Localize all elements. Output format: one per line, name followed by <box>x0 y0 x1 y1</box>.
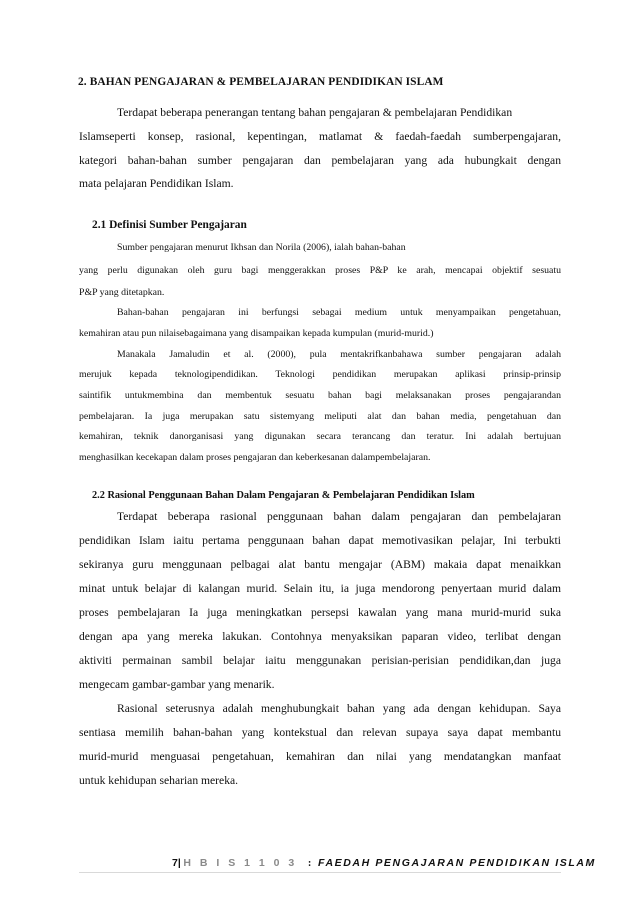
paragraph-line: proses pembelajaran Ia juga meningkatkan persepsi kawalan yang mana murid-murid suka <box>79 606 561 619</box>
paragraph-line: aktiviti permainan sambil belajar iaitu menggunakan perisian-perisian pendidikan,dan juga <box>79 654 561 667</box>
section-2-heading: 2. BAHAN PENGAJARAN & PEMBELAJARAN PENDIDIKAN ISLAM <box>78 76 444 88</box>
paragraph-line: dengan apa yang mereka lakukan. Contohnya menyaksikan paparan video, terlibat dengan <box>79 630 561 643</box>
page-footer <box>172 857 596 869</box>
paragraph-line: kategori bahan-bahan sumber pengajaran dan pembelajaran yang ada hubungkait dengan <box>79 154 561 167</box>
paragraph-line: sentiasa memilih bahan-bahan yang kontekstual dan relevan supaya saya dapat membantu <box>79 726 561 739</box>
paragraph-line: murid-murid menguasai pengetahuan, kemahiran dan nilai yang mendatangkan manfaat <box>79 750 561 763</box>
course-code: H B I S 1 1 0 3 <box>183 857 298 869</box>
paragraph-line: menghasilkan kecekapan dalam proses pengajaran dan keberkesanan dalampembelajaran. <box>79 452 431 463</box>
section-2-1-heading: 2.1 Definisi Sumber Pengajaran <box>92 219 247 231</box>
section-2-2-heading: 2.2 Rasional Penggunaan Bahan Dalam Pengajaran & Pembelajaran Pendidikan Islam <box>92 490 475 501</box>
page-number: 7| <box>172 857 181 869</box>
paragraph-line: mengecam gambar-gambar yang menarik. <box>79 678 275 691</box>
footer-title: FAEDAH PENGAJARAN PENDIDIKAN ISLAM <box>318 857 596 869</box>
paragraph-line: sekiranya guru menggunaan pelbagai alat bantu mengajar (ABM) makaia dapat menaikkan <box>79 558 561 571</box>
paragraph-line: Rasional seterusnya adalah menghubungkait bahan yang ada dengan kehidupan. Saya <box>117 702 561 715</box>
paragraph-line: Manakala Jamaludin et al. (2000), pula mentakrifkanbahawa sumber pengajaran adalah <box>117 349 561 360</box>
paragraph-line: Sumber pengajaran menurut Ikhsan dan Norila (2006), ialah bahan-bahan <box>117 242 406 253</box>
paragraph-line: Terdapat beberapa rasional penggunaan bahan dalam pengajaran dan pembelajaran <box>117 510 561 523</box>
paragraph-line: minat untuk belajar di kalangan murid. Selain itu, ia juga mendorong penyertaan murid dalam <box>79 582 561 595</box>
paragraph-line: P&P yang ditetapkan. <box>79 287 165 298</box>
paragraph-line: kemahiran, teknik danorganisasi yang digunakan secara terancang dan teratur. Ini adalah bertujuan <box>79 431 561 442</box>
paragraph-line: yang perlu digunakan oleh guru bagi menggerakkan proses P&P ke arah, mencapai objektif sesuatu <box>79 265 561 276</box>
paragraph-line: mata pelajaran Pendidikan Islam. <box>79 177 234 190</box>
paragraph-line: Islamseperti konsep, rasional, kepentingan, matlamat & faedah-faedah sumberpengajaran, <box>79 130 561 143</box>
paragraph-line: Terdapat beberapa penerangan tentang bahan pengajaran & pembelajaran Pendidikan <box>117 106 513 119</box>
paragraph-line: untuk kehidupan seharian mereka. <box>79 774 239 787</box>
paragraph-line: kemahiran atau pun nilaisebagaimana yang disampaikan kepada kumpulan (murid-murid.) <box>79 328 434 339</box>
paragraph-line: Bahan-bahan pengajaran ini berfungsi sebagai medium untuk menyampaikan pengetahuan, <box>117 307 561 318</box>
paragraph-line: pembelajaran. Ia juga merupakan satu sistemyang meliputi alat dan bahan media, pengetahuan dan <box>79 411 561 422</box>
paragraph-line: saintifik untukmembina dan membentuk sesuatu bahan bagi melaksanakan proses pengajarandan <box>79 390 561 401</box>
paragraph-line: pendidikan Islam iaitu pertama penggunaan bahan dapat memotivasikan pelajar, Ini terbukti <box>79 534 561 547</box>
footer-divider <box>79 872 561 873</box>
paragraph-line: merujuk kepada teknologipendidikan. Teknologi pendidikan merupakan aplikasi prinsip-prinsip <box>79 369 561 380</box>
footer-separator: : <box>307 858 312 869</box>
